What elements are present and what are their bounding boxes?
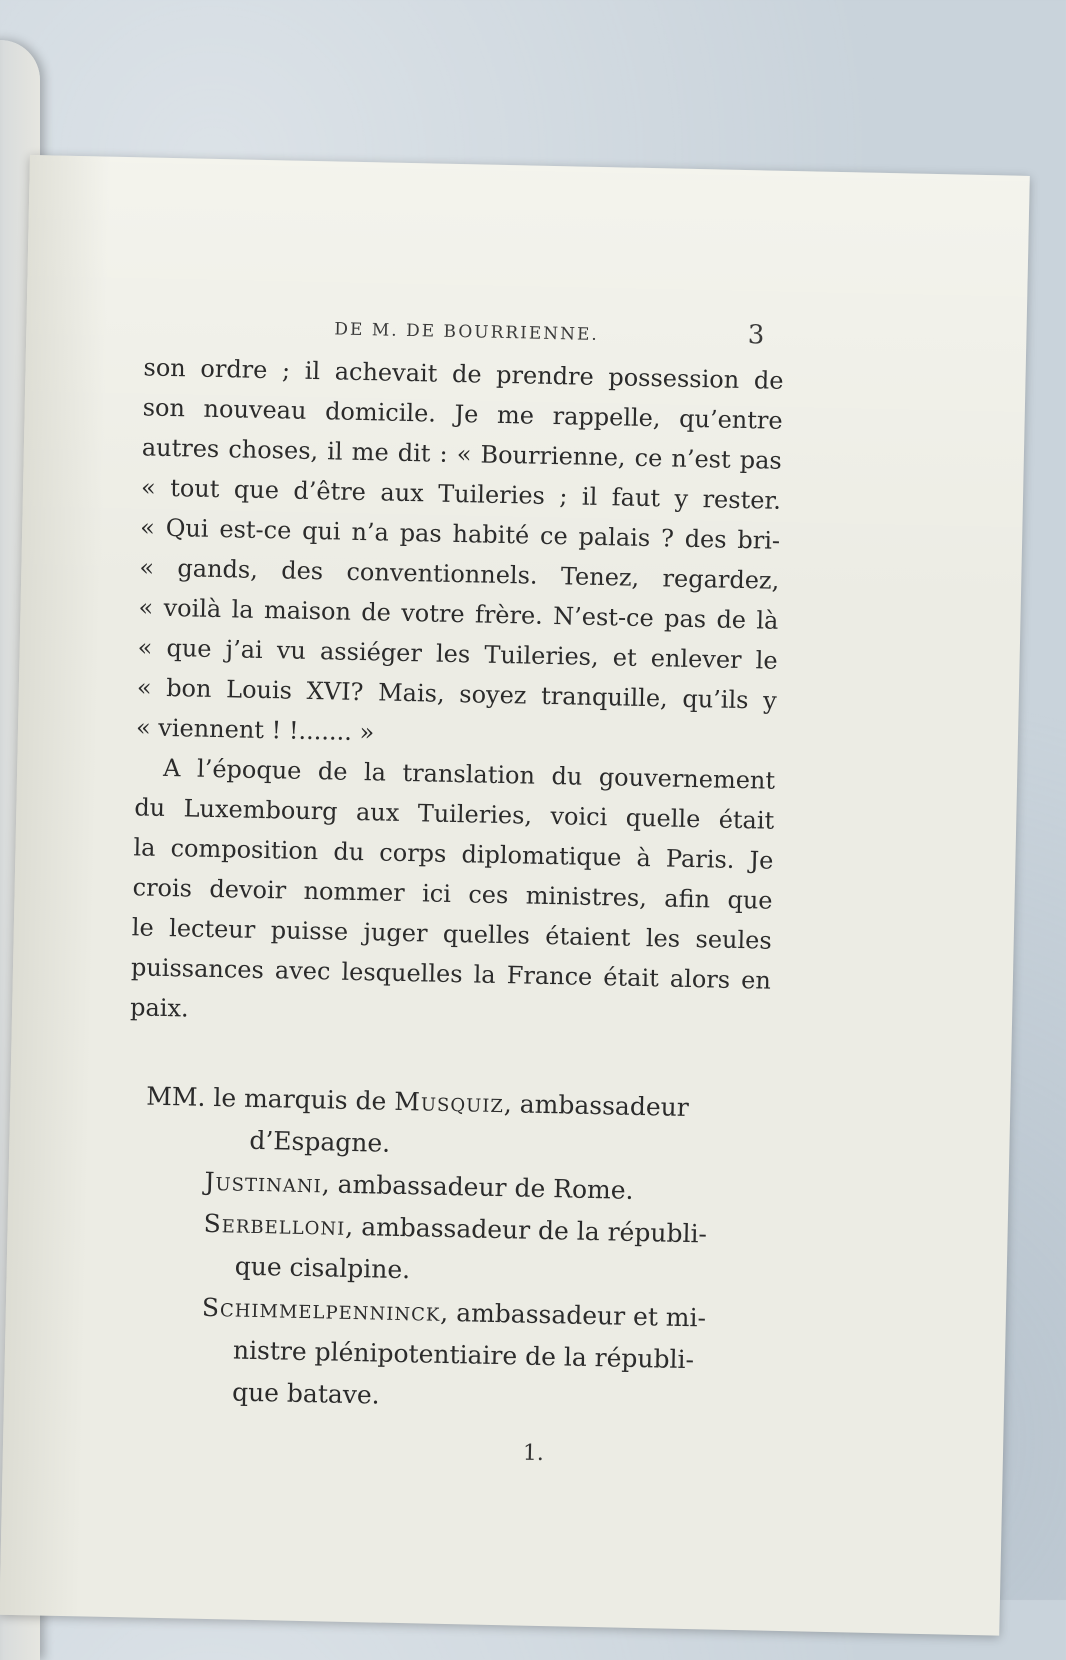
- entry-name: Schimmelpenninck: [201, 1292, 441, 1327]
- list-item: [124, 1201, 766, 1298]
- page-number: 3: [747, 320, 765, 351]
- running-title: DE M. DE BOURRIENNE.: [334, 319, 600, 345]
- entry-continuation: d’Espagne.: [249, 1125, 391, 1158]
- entry-text: , ambassadeur de Rome.: [321, 1169, 634, 1205]
- list-item: [127, 1075, 769, 1172]
- text-line: « que j’ai vu assiéger les Tuileries, et enlever le: [137, 633, 778, 675]
- text-line: « voilà la maison de votre frère. N’est-ce pas de là: [138, 593, 779, 635]
- text-line: paix.: [129, 993, 189, 1023]
- diplomat-list: [122, 1075, 769, 1424]
- list-prefix: MM.: [146, 1081, 206, 1112]
- entry-text: , ambassadeur: [503, 1089, 690, 1123]
- text-line: son ordre ; il achevait de prendre possession de: [143, 353, 784, 395]
- entry-name: Serbelloni: [203, 1208, 346, 1241]
- text-line: puissances avec lesquelles la France était alors en: [130, 953, 772, 995]
- text-block: [122, 307, 785, 1424]
- text-line: « bon Louis XVI? Mais, soyez tranquille, qu’ils y: [136, 673, 778, 715]
- paragraph-1: [136, 347, 784, 760]
- text-line: « gands, des conventionnels. Tenez, regardez,: [139, 553, 780, 595]
- entry-continuation: nistre plénipotentiaire de la républi-: [232, 1335, 695, 1375]
- signature-mark: 1.: [522, 1440, 545, 1467]
- list-item: [122, 1285, 764, 1424]
- text-line: la composition du corps diplomatique à Paris. Je: [133, 833, 774, 875]
- entry-continuation: que cisalpine.: [234, 1251, 411, 1285]
- entry-continuation: que batave.: [231, 1377, 380, 1410]
- text-line: « Qui est-ce qui n’a pas habité ce palais ? des bri-: [139, 513, 781, 555]
- text-line: « viennent ! !....... »: [135, 713, 375, 747]
- text-line: autres choses, il me dit : « Bourrienne, ce n’est pas: [141, 433, 783, 475]
- entry-text: , ambassadeur de la républi-: [345, 1211, 708, 1249]
- entry-name: Musquiz: [394, 1086, 505, 1119]
- text-line: son nouveau domicile. Je me rappelle, qu’entre: [142, 393, 783, 435]
- entry-text: le marquis de: [213, 1083, 387, 1116]
- text-line: du Luxembourg aux Tuileries, voici quelle était: [134, 793, 775, 835]
- text-line: « tout que d’être aux Tuileries ; il faut y rester.: [140, 473, 782, 515]
- paragraph-2: [130, 747, 776, 1040]
- text-line: le lecteur puisse juger quelles étaient les seules: [131, 913, 773, 955]
- book-page: [0, 155, 1030, 1636]
- text-line: A l’époque de la translation du gouvernement: [162, 753, 776, 795]
- entry-name: Justinani: [204, 1166, 323, 1199]
- text-line: crois devoir nommer ici ces ministres, afin que: [132, 873, 773, 915]
- entry-text: , ambassadeur et mi-: [440, 1297, 707, 1333]
